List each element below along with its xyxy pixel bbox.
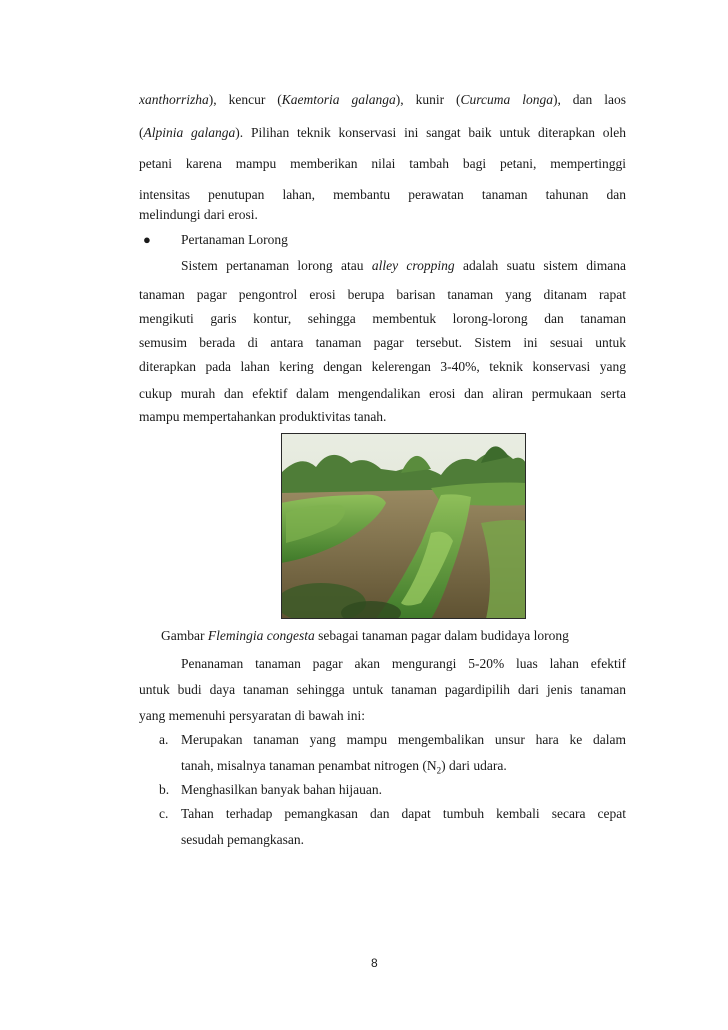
bullet-icon: ● [143, 232, 151, 247]
bullet-title: Pertanaman Lorong [181, 232, 288, 247]
list-a-line2: tanah, misalnya tanaman penambat nitrogen $(N_2)$ dari udara. [181, 758, 507, 776]
para1-line5: melindungi dari erosi. [139, 207, 258, 222]
para1-line4: intensitas penutupan lahan, membantu perawatan tanaman tahunan dan [139, 187, 626, 202]
para2-line5: diterapkan pada lahan kering dengan kelerengan 3-40%, teknik konservasi yang [139, 359, 626, 374]
list-c-line1: Tahan terhadap pemangkasan dan dapat tumbuh kembali secara cepat [181, 806, 626, 821]
para2-line7: mampu mempertahankan produktivitas tanah. [139, 409, 387, 424]
list-c-line2: sesudah pemangkasan. [181, 832, 304, 847]
para2-line4: semusim berada di antara tanaman pagar tersebut. Sistem ini sesuai untuk [139, 335, 626, 350]
list-a-line1: Merupakan tanaman yang mampu mengembalikan unsur hara ke dalam [181, 732, 626, 747]
para1-line1: xanthorrizha), kencur (Kaemtoria galanga), kunir (Curcuma longa), dan laos [139, 92, 626, 107]
para2-line6: cukup murah dan efektif dalam mengendalikan erosi dan aliran permukaan serta [139, 386, 626, 401]
para3-line1: Penanaman tanaman pagar akan mengurangi 5-20% luas lahan efektif [181, 656, 626, 671]
figure-caption: Gambar Flemingia congesta sebagai tanaman pagar dalam budidaya lorong [161, 628, 569, 643]
para1-line3: petani karena mampu memberikan nilai tambah bagi petani, mempertinggi [139, 156, 626, 171]
para2-line3: mengikuti garis kontur, sehingga membentuk lorong-lorong dan tanaman [139, 311, 626, 326]
list-b-line1: Menghasilkan banyak bahan hijauan. [181, 782, 382, 797]
para2-line2: tanaman pagar pengontrol erosi berupa barisan tanaman yang ditanam rapat [139, 287, 626, 302]
para2-line1: Sistem pertanaman lorong atau alley cropping adalah suatu sistem dimana [181, 258, 626, 273]
alley-cropping-photo [281, 433, 526, 619]
list-label-c: c. [159, 806, 169, 821]
para3-line2: untuk budi daya tanaman sehingga untuk tanaman pagardipilih dari jenis tanaman [139, 682, 626, 697]
list-label-b: b. [159, 782, 170, 797]
para1-line2: (Alpinia galanga). Pilihan teknik konservasi ini sangat baik untuk diterapkan oleh [139, 125, 626, 140]
list-label-a: a. [159, 732, 169, 747]
para3-line3: yang memenuhi persyaratan di bawah ini: [139, 708, 366, 723]
page-number: 8 [371, 956, 378, 970]
